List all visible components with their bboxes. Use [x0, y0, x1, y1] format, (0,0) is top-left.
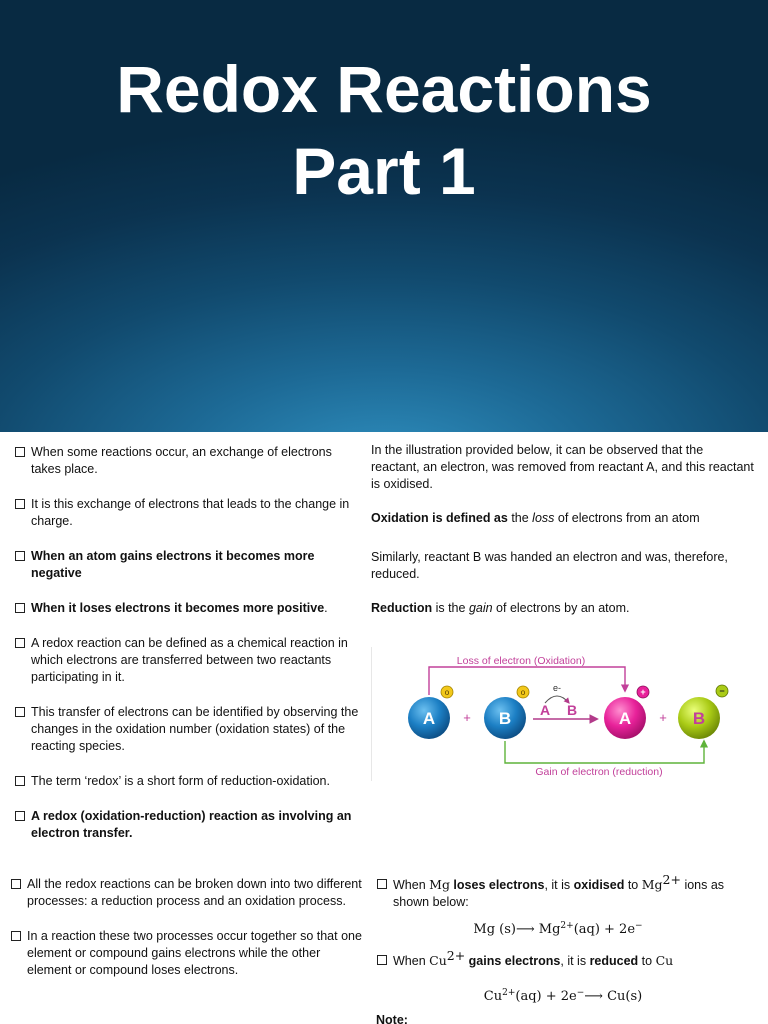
mg-text-mid: , it is: [544, 878, 574, 892]
mg-text-end: ions as shown below:: [393, 878, 725, 909]
plus-sign-2: +: [659, 710, 667, 725]
eq1-right: (aq) + 2e: [573, 922, 636, 937]
cu-ion-charge: 2+: [446, 948, 466, 963]
reduction-definition: [371, 600, 755, 617]
redox-diagram: [371, 645, 731, 785]
cu-text-to: to: [638, 954, 656, 968]
bullet-oxidation-number: This transfer of electrons can be identified by observing the changes in the oxidation number (oxidation states) of the reacting species.: [14, 704, 359, 755]
equation-cu: [366, 988, 760, 1005]
note-heading: Note:: [376, 1013, 408, 1024]
mg-text-to: to: [624, 878, 642, 892]
bullet-lose-positive-bold: When it loses electrons it becomes more positive: [31, 601, 325, 615]
atom-b-ion-label: B: [692, 709, 706, 728]
atom-a-label: A: [422, 709, 436, 728]
atom-b-label: B: [498, 709, 512, 728]
reduction-def-mid: is the: [432, 601, 469, 615]
gain-arrow: [505, 741, 704, 763]
eq2-mid: (aq) + 2e: [515, 989, 577, 1004]
bullet-redox-definition: A redox reaction can be defined as a chemical reaction in which electrons are transferred between two reactants participating in it.: [14, 635, 359, 686]
illustration-intro: In the illustration provided below, it can be observed that the reactant, an electron, was removed from reactant A, and this reactant is oxidised.: [371, 443, 754, 491]
mg-ion-charge: 2+: [662, 872, 681, 887]
lower-right-column: [376, 872, 760, 1005]
electron-label: e-: [552, 683, 562, 693]
plus-sign-1: +: [463, 710, 471, 725]
bullet-lose-positive: [14, 600, 359, 617]
bullet-cu-reduced: [376, 948, 760, 970]
mg-loses-electrons: loses electrons: [449, 878, 545, 892]
oxidation-def-bold: Oxidation is defined as: [371, 511, 508, 525]
reduction-def-bold: Reduction: [371, 601, 433, 615]
cu-text-mid: , it is: [560, 954, 590, 968]
bullet-occur-together: In a reaction these two processes occur together so that one element or compound gains electrons while the other element or compound loses electrons.: [10, 928, 362, 979]
oxidation-def-end: of electrons from an atom: [554, 511, 700, 525]
mg-oxidised: oxidised: [573, 878, 625, 892]
reactant-b-reduced: Similarly, reactant B was handed an electron and was, therefore, reduced.: [371, 550, 728, 581]
loss-label: Loss of electron (Oxidation): [456, 655, 586, 667]
bullet-redox-term: The term ‘redox’ is a short form of reduction-oxidation.: [14, 773, 359, 790]
lower-left-column: [10, 876, 362, 997]
eq1-left: Mg (s)⟶ Mg: [473, 922, 561, 937]
mg-symbol: Mg: [429, 877, 450, 892]
cu-ion: Cu: [429, 953, 447, 968]
gain-label: Gain of electron (reduction): [535, 766, 663, 778]
bullet-lose-positive-end: .: [324, 601, 328, 615]
atom-a-ion-label: A: [618, 709, 632, 728]
cu-reduced: reduced: [589, 954, 639, 968]
eq2-charge: 2+: [502, 988, 516, 998]
title-line-2: Part 1: [292, 134, 476, 208]
ab-label-a: A: [539, 702, 551, 718]
eq1-e-charge: −: [635, 921, 643, 931]
mg-text-pre: When: [393, 878, 430, 892]
bullet-electron-exchange: When some reactions occur, an exchange of electrons takes place.: [14, 444, 359, 478]
eq1-charge: 2+: [560, 921, 574, 931]
title-line-1: Redox Reactions: [116, 52, 652, 126]
bullet-gain-negative: When an atom gains electrons it becomes more negative: [14, 548, 359, 582]
cu-symbol: Cu: [655, 953, 674, 968]
atom-b-neutral-sign: o: [520, 688, 526, 697]
mg-ion: Mg: [641, 877, 663, 892]
negative-sign: −: [719, 686, 725, 696]
oxidation-definition: [371, 510, 755, 527]
positive-sign: +: [640, 687, 646, 697]
bullet-electron-transfer: A redox (oxidation-reduction) reaction as involving an electron transfer.: [14, 808, 359, 842]
right-column: [371, 442, 755, 634]
cu-text-pre: When: [393, 954, 430, 968]
reduction-def-end: of electrons by an atom.: [492, 601, 630, 615]
oxidation-def-mid: the: [507, 511, 533, 525]
eq2-left: Cu: [483, 989, 503, 1004]
bullet-two-processes: All the redox reactions can be broken down into two different processes: a reduction process and an oxidation process.: [10, 876, 362, 910]
slide-title: [0, 48, 768, 212]
ab-label-b: B: [566, 702, 578, 718]
equation-mg: [356, 921, 760, 938]
bullet-change-in-charge: It is this exchange of electrons that leads to the change in charge.: [14, 496, 359, 530]
eq2-right: ⟶ Cu(s): [584, 989, 643, 1004]
reduction-def-italic: gain: [468, 601, 493, 615]
left-column: [14, 444, 359, 860]
atom-a-neutral-sign: o: [444, 688, 450, 697]
bullet-mg-oxidised: [376, 872, 760, 911]
eq2-e-charge: −: [576, 988, 585, 998]
title-banner: [0, 0, 768, 432]
cu-gains-electrons: gains electrons: [465, 954, 561, 968]
oxidation-def-italic: loss: [532, 511, 555, 525]
